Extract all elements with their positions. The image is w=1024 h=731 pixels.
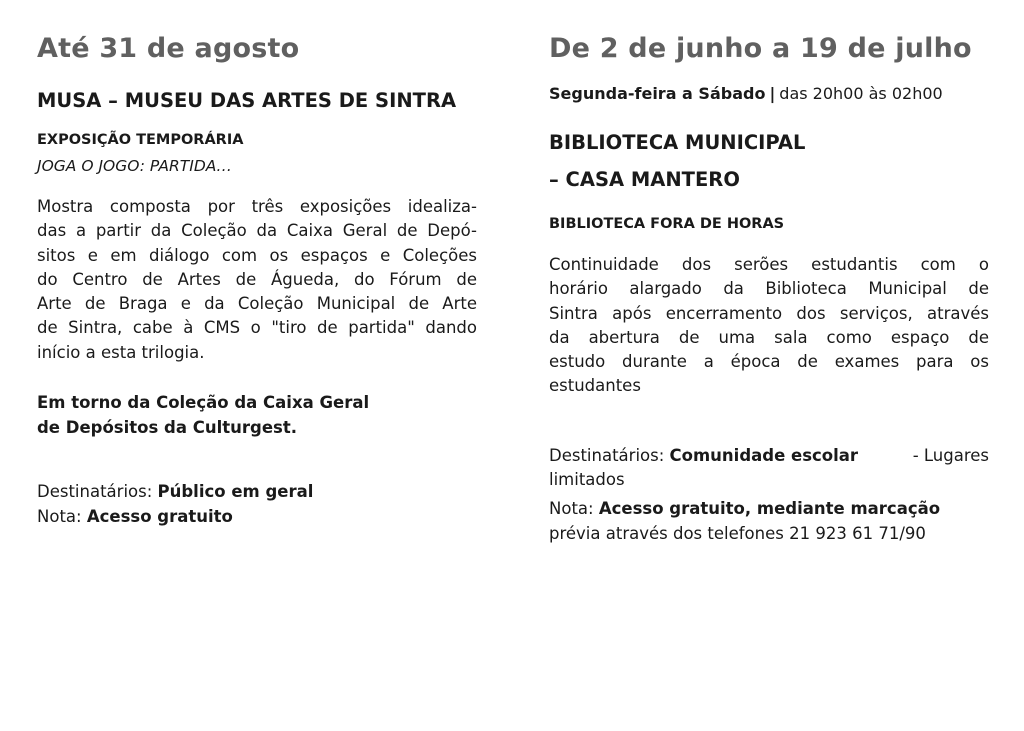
right-audience [549,446,989,465]
right-description-line: estudantes [549,376,641,396]
audience-value: Comunidade escolar [669,446,859,465]
left-description-line: Arte de Braga e da Coleção Municipal de Arte [37,294,477,314]
schedule-separator: | [769,84,776,103]
left-date-title: Até 31 de agosto [37,33,300,64]
right-subhead: BIBLIOTECA FORA DE HORAS [549,216,785,232]
left-subhead: EXPOSIÇÃO TEMPORÁRIA [37,132,244,148]
note-value: Acesso gratuito, mediante marcação [598,499,941,518]
left-description-line: sitos e em diálogo com os espaços e Coleções [37,245,477,265]
right-description-line: da abertura de uma sala como espaço de [549,327,989,347]
schedule-hours: das 20h00 às 02h00 [779,84,943,103]
right-description-line: Sintra após encerramento dos serviços, através [549,303,989,323]
left-description-line: início a esta trilogia. [37,342,205,362]
left-description-line: Mostra composta por três exposições idealiza- [37,197,477,216]
note-line2: prévia através dos telefones 21 923 61 71/90 [549,524,926,543]
note-value: Acesso gratuito [86,507,233,526]
left-venue-title: MUSA – MUSEU DAS ARTES DE SINTRA [37,89,457,112]
right-description [549,253,989,399]
left-description-line: de Sintra, cabe à CMS o "tiro de partida" dando [37,318,477,338]
left-audience [37,482,313,501]
audience-label: Destinatários: [549,446,665,465]
right-description-line: horário alargado da Biblioteca Municipal de [549,279,989,299]
highlight-line: de Depósitos da Culturgest. [37,418,297,437]
schedule-line [549,84,943,103]
right-date-title: De 2 de junho a 19 de julho [549,33,972,64]
audience-suffix: - Lugares [912,446,989,465]
audience-label-group [549,446,858,465]
note-label: Nota: [37,507,82,526]
left-description-line: do Centro de Artes de Águeda, do Fórum de [37,269,477,289]
audience-suffix-line2: limitados [549,470,625,489]
right-description-line: estudo durante a época de exames para os [549,352,989,372]
right-description-line: Continuidade dos serões estudantis com o [549,255,989,274]
audience-label: Destinatários: [37,482,153,501]
left-description-line: das a partir da Coleção da Caixa Geral de Depó- [37,221,477,241]
right-note [549,499,940,518]
left-note [37,507,233,526]
audience-value: Público em geral [157,482,314,501]
exhibition-title: JOGA O JOGO: PARTIDA… [37,157,232,175]
highlight-line: Em torno da Coleção da Caixa Geral [37,393,370,412]
right-venue-title-line1: BIBLIOTECA MUNICIPAL [549,131,806,154]
right-venue-title-line2: – CASA MANTERO [549,168,740,191]
schedule-days: Segunda-feira a Sábado [549,84,766,103]
left-description [37,195,477,365]
note-label: Nota: [549,499,594,518]
